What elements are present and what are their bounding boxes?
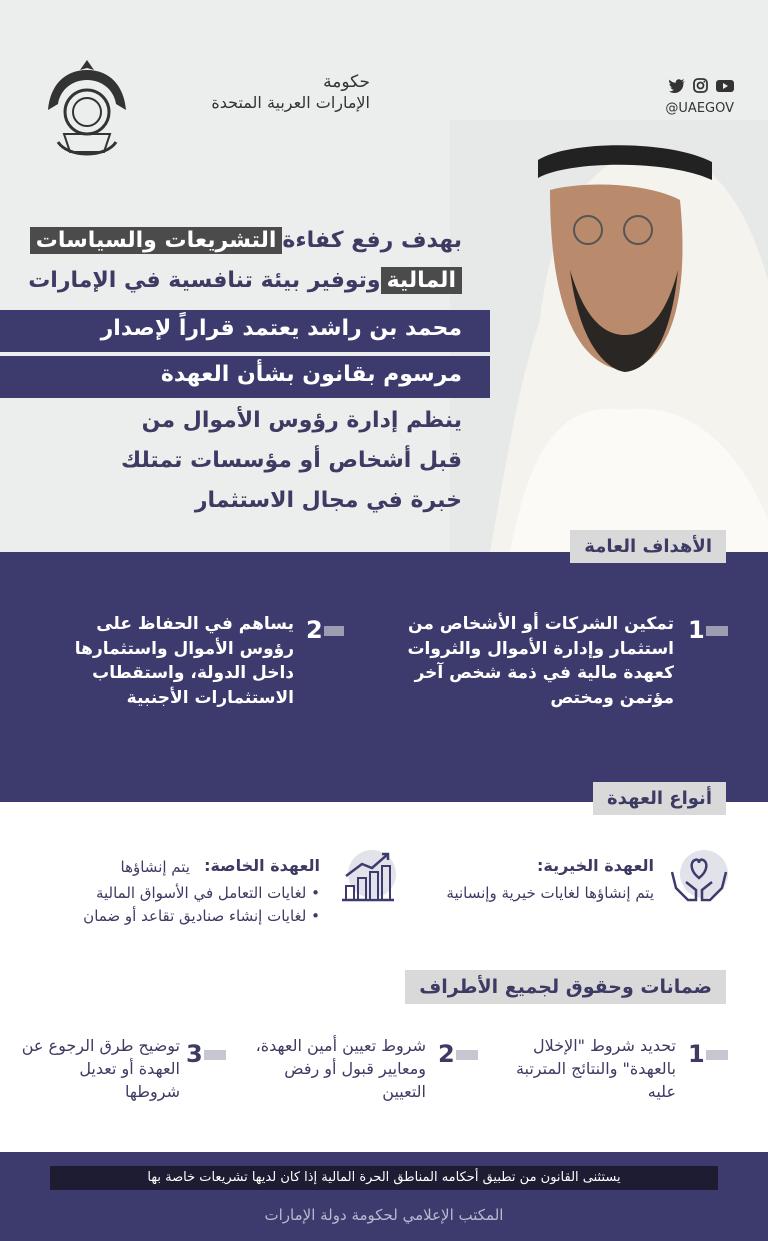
youtube-icon[interactable] (716, 78, 734, 97)
guarantee-number-bar-1 (706, 1050, 728, 1060)
goal-text-1: تمكين الشركات أو الأشخاص من استثمار وإدارة الأموال والثروات كعهدة مالية في ذمة شخص آخر مؤتمن ومختص (407, 614, 674, 708)
headline-line1-pre: بهدف رفع كفاءة (282, 228, 462, 253)
uae-emblem-icon (44, 56, 130, 164)
types-label: أنواع العهدة (593, 782, 726, 815)
goal-number-bar-1 (706, 626, 728, 636)
social-block (644, 78, 734, 116)
guarantee-number-1: 1 (688, 1040, 705, 1068)
social-handle[interactable]: @UAEGOV (665, 101, 734, 116)
headline-line2 (28, 268, 462, 293)
portrait-image (450, 120, 768, 552)
charity-hands-heart-icon (666, 848, 732, 910)
private-item-2: لغايات إنشاء صناديق تقاعد أو ضمان (83, 906, 307, 925)
charity-text: يتم إنشاؤها لغايات خيرية وإنسانية (446, 884, 654, 902)
gov-line1: حكومة (323, 72, 370, 92)
headline-band-2-text: مرسوم بقانون بشأن العهدة (160, 362, 462, 387)
goal-text-2: يساهم في الحفاظ على رؤوس الأموال واستثمارها داخل الدولة، واستقطاب الاستثمارات الأجنبية (74, 614, 294, 708)
headline-line2-post: وتوفير بيئة تنافسية في الإمارات (28, 268, 381, 293)
headline-line2-highlight: المالية (381, 267, 462, 294)
guarantee-number-bar-3 (204, 1050, 226, 1060)
private-intro: يتم إنشاؤها (120, 858, 190, 876)
instagram-icon[interactable] (693, 78, 708, 97)
private-list (30, 882, 320, 927)
goal-number-bar-2 (324, 626, 344, 636)
subheadline-3: خبرة في مجال الاستثمار (194, 488, 462, 513)
guarantee-number-2: 2 (438, 1040, 455, 1068)
goals-label: الأهداف العامة (570, 530, 726, 563)
government-title (150, 72, 370, 113)
goal-number-2: 2 (306, 616, 323, 644)
private-item-1: لغايات التعامل في الأسواق المالية (95, 884, 307, 902)
subheadline-2: قبل أشخاص أو مؤسسات تمتلك (120, 448, 462, 473)
private-title: العهدة الخاصة: (204, 856, 320, 875)
guarantee-text-3: توضيح طرق الرجوع عن العهدة أو تعديل شروطها (21, 1036, 180, 1102)
guarantee-text-1: تحديد شروط "الإخلال بالعهدة" والنتائج المترتبة عليه (515, 1036, 676, 1102)
twitter-icon[interactable] (669, 78, 685, 97)
charity-title: العهدة الخيرية: (537, 856, 654, 875)
gov-line2: الإمارات العربية المتحدة (211, 93, 370, 113)
list-item: • لغايات التعامل في الأسواق المالية (95, 884, 320, 902)
subheadline-1: ينظم إدارة رؤوس الأموال من (141, 408, 462, 433)
headline-line1 (30, 228, 462, 253)
guarantee-number-bar-2 (456, 1050, 478, 1060)
headline-band-1-text: محمد بن راشد يعتمد قراراً لإصدار (100, 316, 462, 341)
guarantee-number-3: 3 (186, 1040, 203, 1068)
guarantee-text-2: شروط تعيين أمين العهدة، ومعايير قبول أو رفض التعيين (255, 1036, 426, 1102)
guarantees-label: ضمانات وحقوق لجميع الأطراف (405, 970, 726, 1004)
media-office-credit: المكتب الإعلامي لحكومة دولة الإمارات (264, 1206, 504, 1224)
private-growth-chart-icon (336, 848, 400, 910)
exemption-note: يستثنى القانون من تطبيق أحكامه المناطق الحرة المالية إذا كان لديها تشريعات خاصة بها (50, 1166, 718, 1190)
list-item: • لغايات إنشاء صناديق تقاعد أو ضمان (83, 906, 320, 925)
goal-number-1: 1 (688, 616, 705, 644)
headline-line1-highlight: التشريعات والسياسات (30, 227, 283, 254)
